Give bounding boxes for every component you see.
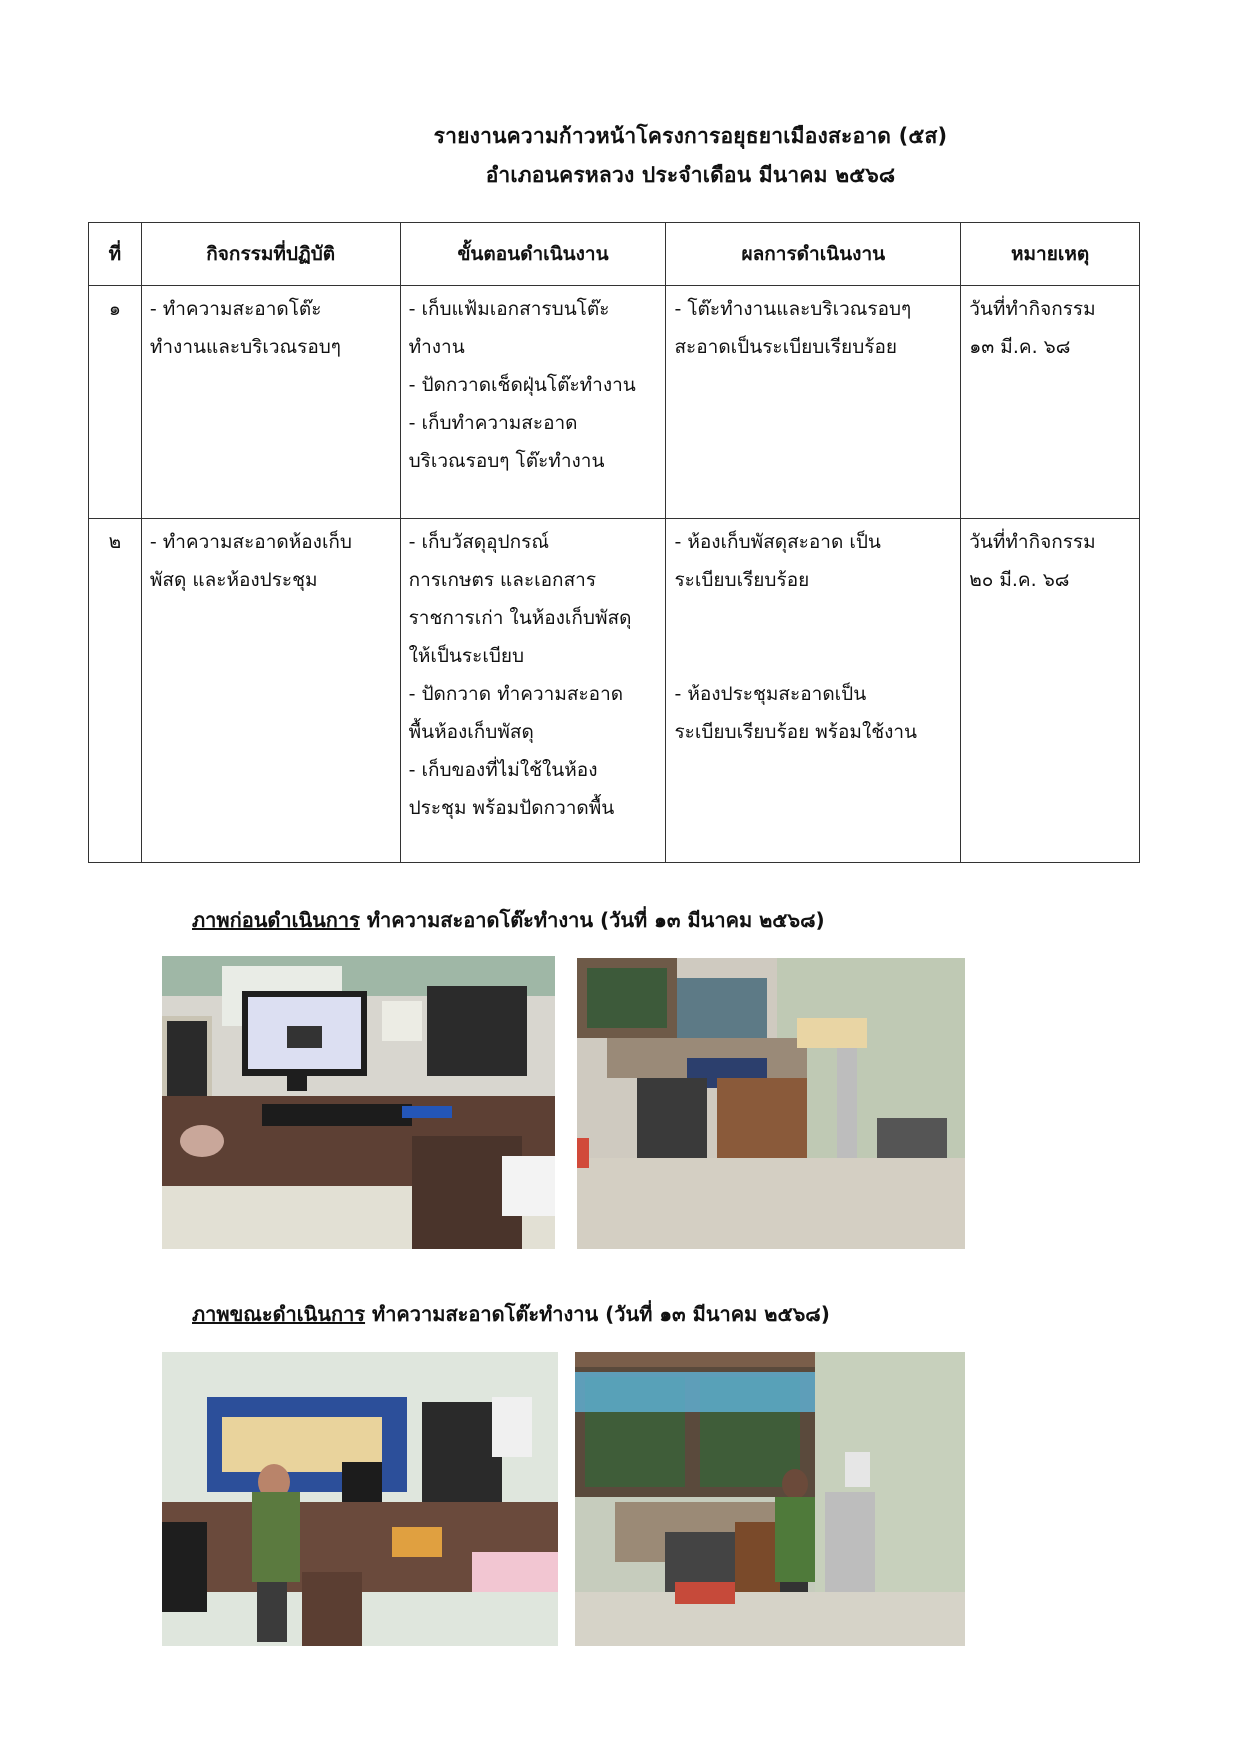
step-line: ประชุม พร้อมปัดกวาดพื้น <box>408 797 615 819</box>
caption-label: ภาพขณะดำเนินการ <box>192 1302 366 1326</box>
results-cell <box>666 519 961 863</box>
activity-line: ทำงานและบริเวณรอบๆ <box>149 336 342 358</box>
step-line: - เก็บแฟ้มเอกสารบนโต๊ะ <box>408 298 610 320</box>
progress-table <box>88 222 1140 863</box>
step-line: การเกษตร และเอกสาร <box>408 569 597 591</box>
activity-cell <box>141 519 400 863</box>
report-title: รายงานความก้าวหน้าโครงการอยุธยาเมืองสะอาด (๕ส) <box>433 124 948 148</box>
steps-cell <box>400 286 666 519</box>
spacer <box>674 599 952 675</box>
step-line: - เก็บของที่ไม่ใช้ในห้อง <box>408 759 598 781</box>
result-line: - โต๊ะทำงานและบริเวณรอบๆ <box>674 298 912 320</box>
results-cell <box>666 286 961 519</box>
step-line: พื้นห้องเก็บพัสดุ <box>408 721 534 743</box>
report-subtitle: อำเภอนครหลวง ประจำเดือน มีนาคม ๒๕๖๘ <box>485 163 896 187</box>
table-header-row <box>89 223 1140 286</box>
step-line: ให้เป็นระเบียบ <box>408 645 525 667</box>
result-line: - ห้องประชุมสะอาดเป็น <box>674 683 867 705</box>
photo-storage-during <box>575 1352 965 1646</box>
remark-line: ๑๓ มี.ค. ๖๘ <box>969 336 1071 358</box>
table-row <box>89 286 1140 519</box>
activity-line: - ทำความสะอาดโต๊ะ <box>149 298 322 320</box>
caption-label: ภาพก่อนดำเนินการ <box>192 908 360 932</box>
remark-line: ๒๐ มี.ค. ๖๘ <box>969 569 1070 591</box>
row-number: ๑ <box>89 286 142 519</box>
step-line: - เก็บทำความสะอาด <box>408 412 578 434</box>
step-line: - เก็บวัสดุอุปกรณ์ <box>408 531 549 553</box>
step-line: - ปัดกวาด ทำความสะอาด <box>408 683 624 705</box>
step-line: - ปัดกวาดเช็ดฝุ่นโต๊ะทำงาน <box>408 374 636 396</box>
photo-desk-before <box>162 956 555 1249</box>
result-line: ระเบียบเรียบร้อย <box>674 569 810 591</box>
step-line: ทำงาน <box>408 336 465 358</box>
remark-line: วันที่ทำกิจกรรม <box>969 298 1096 320</box>
step-line: ราชการเก่า ในห้องเก็บพัสดุ <box>408 607 632 629</box>
remark-cell <box>961 286 1140 519</box>
remark-line: วันที่ทำกิจกรรม <box>969 531 1096 553</box>
photo-desk-during <box>162 1352 558 1646</box>
header-remark: หมายเหตุ <box>961 223 1140 286</box>
header-results: ผลการดำเนินงาน <box>666 223 961 286</box>
header-steps: ขั้นตอนดำเนินงาน <box>400 223 666 286</box>
caption-text: ทำความสะอาดโต๊ะทำงาน (วันที่ ๑๓ มีนาคม ๒๕๖๘) <box>359 908 825 932</box>
before-photos-caption <box>192 904 825 936</box>
caption-text: ทำความสะอาดโต๊ะทำงาน (วันที่ ๑๓ มีนาคม ๒๕๖๘) <box>365 1302 830 1326</box>
result-line: - ห้องเก็บพัสดุสะอาด เป็น <box>674 531 881 553</box>
remark-cell <box>961 519 1140 863</box>
activity-line: พัสดุ และห้องประชุม <box>149 569 318 591</box>
step-line: บริเวณรอบๆ โต๊ะทำงาน <box>408 450 605 472</box>
row-number: ๒ <box>89 519 142 863</box>
header-no: ที่ <box>89 223 142 286</box>
activity-line: - ทำความสะอาดห้องเก็บ <box>149 531 352 553</box>
photo-storage-before <box>577 958 965 1249</box>
header-activity: กิจกรรมที่ปฏิบัติ <box>141 223 400 286</box>
table-row <box>89 519 1140 863</box>
during-photos-caption <box>192 1298 830 1330</box>
activity-cell <box>141 286 400 519</box>
result-line: ระเบียบเรียบร้อย พร้อมใช้งาน <box>674 721 918 743</box>
steps-cell <box>400 519 666 863</box>
result-line: สะอาดเป็นระเบียบเรียบร้อย <box>674 336 898 358</box>
